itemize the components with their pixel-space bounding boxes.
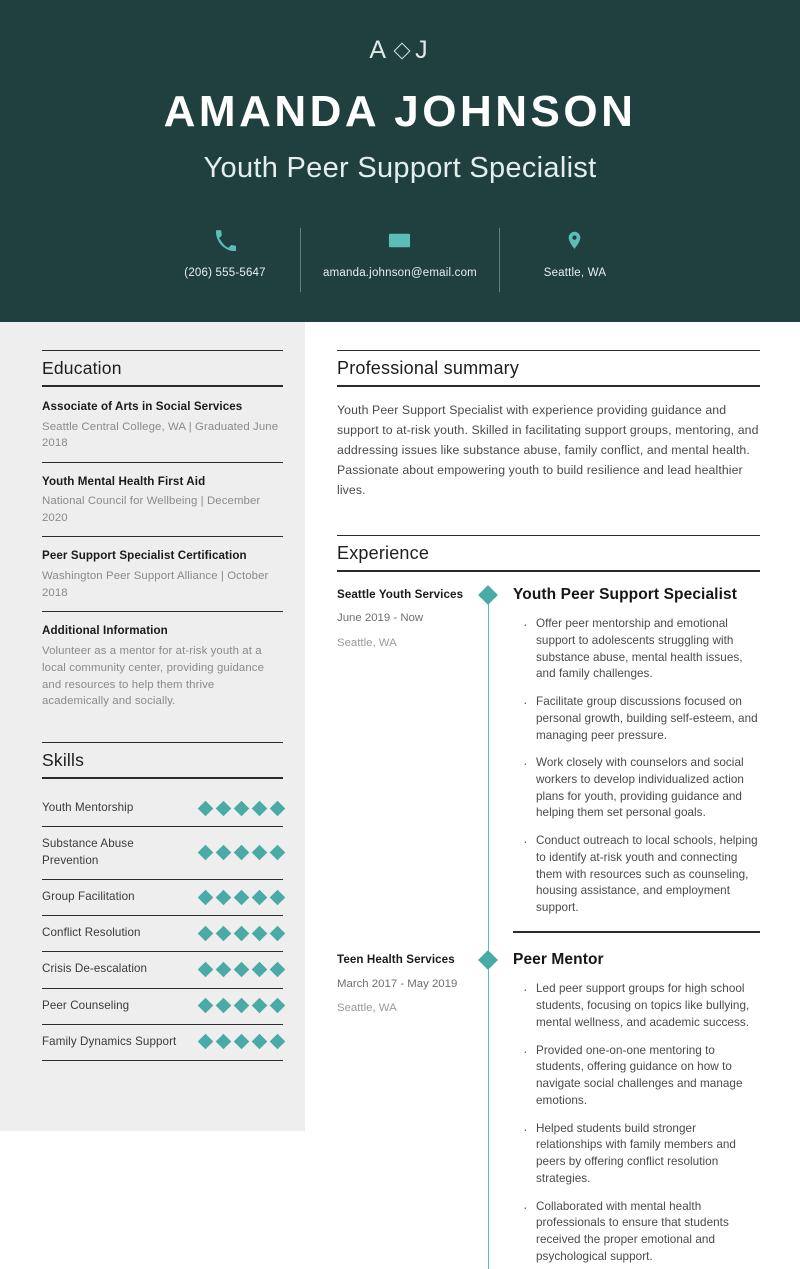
rating-diamond-icon [234, 801, 250, 817]
summary-text: Youth Peer Support Specialist with experience providing guidance and support to at-risk youth. Skilled in facilitating support groups, mentoring, and addressing issues like substance abuse, family conflict, and mental health. Passionate about empowering youth to build resilience and lead healthier lives. [337, 403, 759, 497]
skill-name: Family Dynamics Support [42, 1034, 177, 1048]
contact-email-value: amanda.johnson@email.com [323, 266, 477, 279]
job-title: Youth Peer Support Specialist [203, 152, 597, 185]
rating-diamond-icon [216, 998, 232, 1014]
additional-information-item [42, 623, 283, 720]
education-item [42, 399, 283, 463]
education-item [42, 548, 283, 612]
skill-rating [200, 892, 283, 903]
rating-diamond-icon [234, 925, 250, 941]
experience-details [499, 951, 760, 1269]
skill-rating [200, 1000, 283, 1011]
rating-diamond-icon [198, 1034, 214, 1050]
education-meta: Seattle Central College, WA | Graduated June 2018 [42, 420, 279, 450]
section-header-education [42, 350, 283, 387]
rating-diamond-icon [270, 801, 286, 817]
experience-bullet: · Helped students build stronger relationships with family members and peers by offering conflict resolution strategies. [523, 1121, 760, 1188]
section-header-skills [42, 742, 283, 779]
skill-name: Conflict Resolution [42, 926, 141, 940]
skill-rating [200, 928, 283, 939]
rating-diamond-icon [252, 962, 268, 978]
rating-diamond-icon [270, 998, 286, 1014]
monogram-initial-left: A [369, 36, 390, 64]
diamond-icon [394, 43, 411, 60]
skill-name: Substance Abuse Prevention [42, 837, 134, 867]
contact-email[interactable] [301, 228, 499, 279]
section-title-skills: Skills [42, 750, 85, 771]
rating-diamond-icon [252, 845, 268, 861]
rating-diamond-icon [198, 889, 214, 905]
section-title-education: Education [42, 358, 122, 378]
education-meta: Washington Peer Support Alliance | October 2018 [42, 570, 269, 599]
contact-location-value: Seattle, WA [543, 266, 607, 279]
rating-diamond-icon [216, 962, 232, 978]
experience-location: Seattle, WA [337, 1002, 397, 1015]
contact-phone[interactable] [150, 228, 300, 279]
rating-diamond-icon [198, 962, 214, 978]
skill-row [42, 952, 283, 988]
experience-bullet: · Led peer support groups for high school students, focusing on topics like bullying, mental wellness, and academic success. [523, 981, 760, 1031]
experience-entry [337, 951, 760, 1269]
skill-row [42, 1025, 283, 1061]
timeline-diamond-icon [478, 585, 498, 605]
experience-organization: Teen Health Services [337, 952, 455, 966]
rating-diamond-icon [216, 925, 232, 941]
rating-diamond-icon [270, 889, 286, 905]
monogram-initial-right: J [415, 36, 431, 64]
experience-meta [337, 586, 477, 951]
sidebar [0, 322, 305, 1131]
contact-location[interactable] [500, 228, 650, 279]
experience-bullets [513, 981, 760, 1265]
education-list [42, 399, 283, 720]
monogram [0, 38, 800, 63]
skills-list [42, 791, 283, 1061]
rating-diamond-icon [216, 801, 232, 817]
phone-icon [215, 228, 236, 254]
experience-bullets [513, 616, 760, 917]
timeline-rail [477, 951, 499, 1269]
timeline-rail [477, 586, 499, 951]
page-title: AMANDA JOHNSON [163, 87, 637, 136]
section-title-summary: Professional summary [337, 358, 520, 378]
timeline-diamond-icon [478, 950, 498, 970]
section-header-summary [337, 350, 760, 387]
rating-diamond-icon [216, 1034, 232, 1050]
skill-row [42, 880, 283, 916]
envelope-icon [388, 228, 411, 254]
skill-row [42, 916, 283, 952]
experience-location: Seattle, WA [337, 637, 397, 650]
rating-diamond-icon [216, 845, 232, 861]
rating-diamond-icon [234, 845, 250, 861]
contact-row [0, 228, 800, 292]
rating-diamond-icon [252, 1034, 268, 1050]
experience-meta [337, 951, 477, 1269]
skill-name: Crisis De-escalation [42, 962, 148, 976]
skill-name: Group Facilitation [42, 889, 135, 903]
timeline-line [488, 959, 490, 1269]
rating-diamond-icon [234, 1034, 250, 1050]
rating-diamond-icon [198, 845, 214, 861]
experience-bullet: · Work closely with counselors and social workers to develop individualized action plans for youth, providing guidance and helping them set personal goals. [523, 755, 760, 822]
education-degree: Peer Support Specialist Certification [42, 549, 247, 563]
rating-diamond-icon [198, 925, 214, 941]
rating-diamond-icon [270, 925, 286, 941]
skill-name: Peer Counseling [42, 998, 130, 1012]
rating-diamond-icon [198, 801, 214, 817]
skill-row [42, 989, 283, 1025]
additional-information-body: Volunteer as a mentor for at-risk youth at a local community center, providing guidance and resources to help them thrive academically and socially. [42, 644, 265, 708]
experience-role: Peer Mentor [513, 950, 604, 968]
skill-row [42, 791, 283, 827]
experience-bullet: · Collaborated with mental health professionals to ensure that students received the proper emotional and psychological support. [523, 1199, 760, 1266]
experience-details [499, 586, 760, 951]
education-degree: Associate of Arts in Social Services [42, 400, 243, 413]
experience-divider [513, 931, 760, 933]
resume-body [0, 322, 800, 1263]
rating-diamond-icon [270, 962, 286, 978]
rating-diamond-icon [252, 998, 268, 1014]
rating-diamond-icon [234, 962, 250, 978]
rating-diamond-icon [234, 889, 250, 905]
skill-row [42, 827, 283, 879]
main-column [305, 322, 800, 1263]
rating-diamond-icon [234, 998, 250, 1014]
rating-diamond-icon [216, 889, 232, 905]
rating-diamond-icon [252, 801, 268, 817]
experience-bullet: · Offer peer mentorship and emotional support to adolescents struggling with substance abuse, mental health issues, and family challenges. [523, 616, 760, 683]
skill-rating [200, 964, 283, 975]
education-degree: Youth Mental Health First Aid [42, 474, 206, 488]
experience-dates: March 2017 - May 2019 [337, 977, 458, 990]
education-meta: National Council for Wellbeing | December 2020 [42, 495, 261, 524]
section-title-experience: Experience [337, 542, 430, 563]
skill-rating [200, 847, 283, 858]
location-pin-icon [565, 228, 584, 254]
experience-entry [337, 586, 760, 951]
experience-organization: Seattle Youth Services [337, 587, 464, 601]
experience-role: Youth Peer Support Specialist [513, 585, 737, 603]
rating-diamond-icon [270, 1034, 286, 1050]
skill-name: Youth Mentorship [42, 801, 134, 815]
experience-dates: June 2019 - Now [337, 612, 424, 625]
rating-diamond-icon [270, 845, 286, 861]
contact-phone-value: (206) 555-5647 [184, 266, 266, 279]
experience-bullet: · Provided one-on-one mentoring to students, offering guidance on how to navigate social challenges and manage emotions. [523, 1043, 760, 1110]
additional-information-title: Additional Information [42, 624, 168, 638]
rating-diamond-icon [252, 889, 268, 905]
rating-diamond-icon [252, 925, 268, 941]
experience-bullet: · Conduct outreach to local schools, helping to identify at-risk youth and connecting them with resources such as counseling, housing assistance, and employment support. [523, 833, 760, 917]
education-item [42, 474, 283, 538]
rating-diamond-icon [198, 998, 214, 1014]
resume-header [0, 0, 800, 322]
section-header-experience [337, 535, 760, 572]
timeline-line [488, 594, 490, 951]
experience-bullet: · Facilitate group discussions focused on personal growth, building self-esteem, and managing peer pressure. [523, 694, 760, 744]
skill-rating [200, 1036, 283, 1047]
skill-rating [200, 803, 283, 814]
